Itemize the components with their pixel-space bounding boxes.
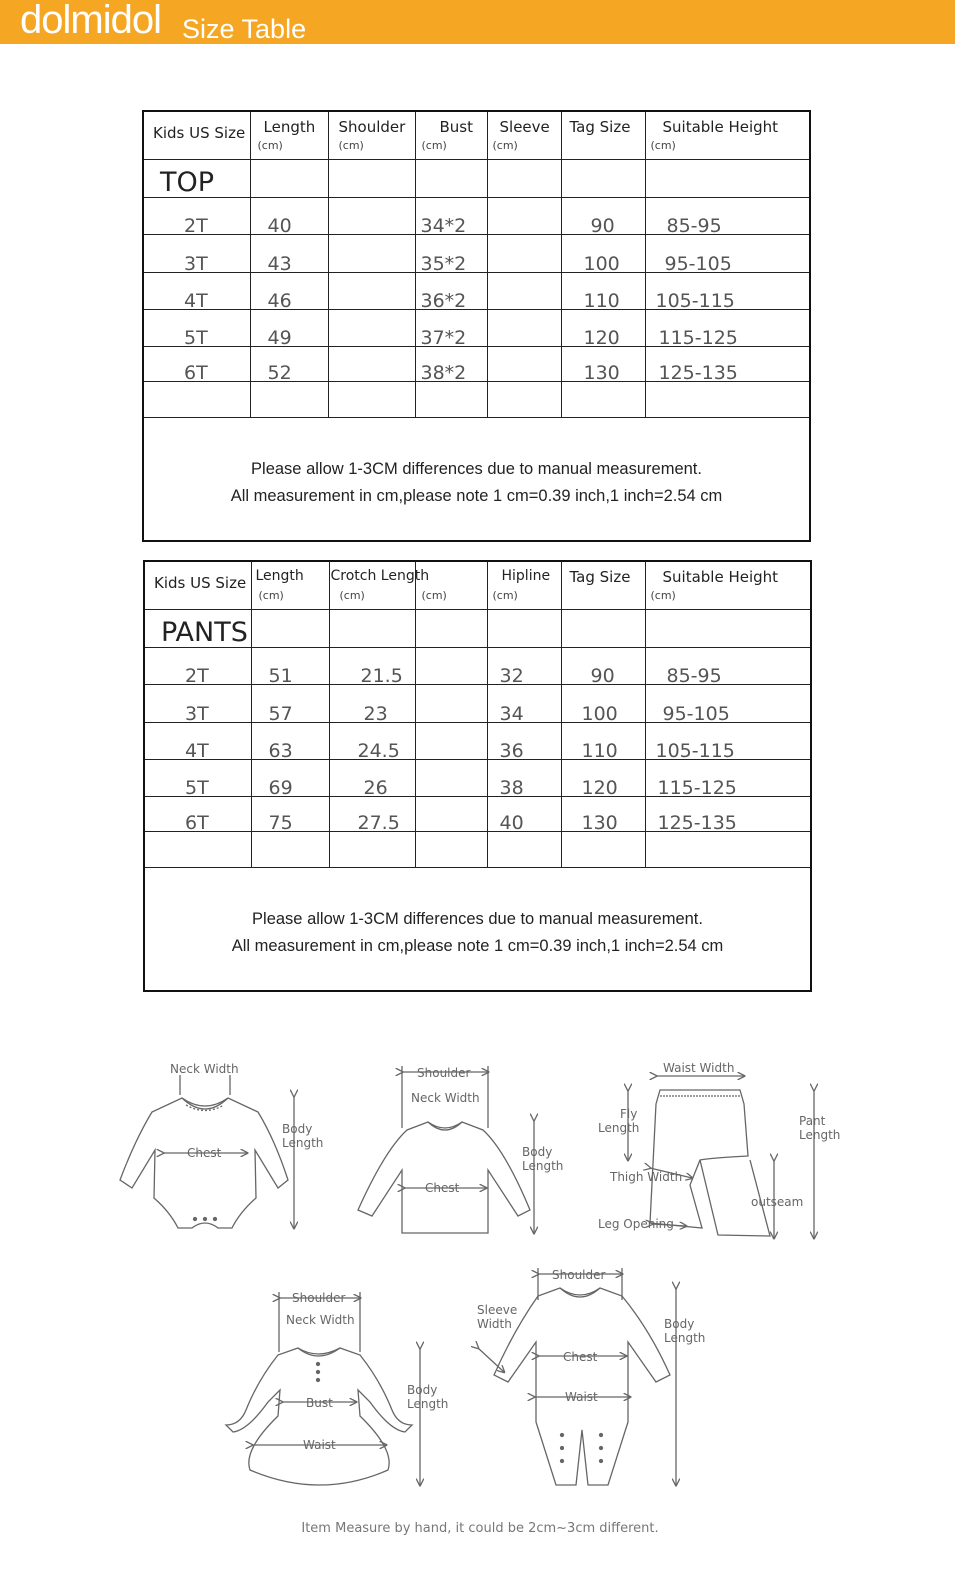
shirt-neck-label: Neck Width	[411, 1091, 480, 1105]
note-row	[144, 867, 811, 991]
empty-row	[144, 831, 811, 867]
shirt-body-label: Body	[522, 1145, 553, 1159]
bodysuit-neck-label: Neck Width	[170, 1062, 239, 1076]
pants-diagram	[628, 1076, 814, 1238]
col-header-size: Kids US Size	[144, 561, 251, 609]
romper-sleeve-label: Sleeve	[477, 1303, 518, 1317]
bodysuit-chest-label: Chest	[187, 1146, 222, 1160]
note-line-1: Please allow 1-3CM differences due to manual measurement.	[252, 909, 703, 928]
note-line-2: All measurement in cm,please note 1 cm=0.39 inch,1 inch=2.54 cm	[231, 936, 724, 955]
pants-fly-label: Fly	[620, 1107, 638, 1121]
col-header-size: Kids US Size	[143, 111, 250, 159]
table-row: 6T 52 38*2 130 125-135	[143, 346, 810, 381]
table-row: 6T 75 27.5 40 130 125-135	[144, 796, 811, 831]
table-header-row	[143, 111, 810, 159]
measurement-caption: Item Measure by hand, it could be 2cm~3cm different.	[301, 1521, 659, 1536]
section-row	[143, 159, 810, 197]
col-header-length: Length (cm)	[251, 561, 329, 609]
bodysuit-body-label: Body	[282, 1122, 313, 1136]
col-header-tag-size: Tag Size	[561, 561, 645, 609]
table-row: 4T 46 36*2 110 105-115	[143, 272, 810, 309]
table-row: 3T 57 23 34 100 95-105	[144, 684, 811, 722]
note-line-2: All measurement in cm,please note 1 cm=0.39 inch,1 inch=2.54 cm	[230, 486, 723, 505]
pants-size-table	[143, 560, 812, 992]
pants-waist-label: Waist Width	[663, 1061, 735, 1075]
shirt-shoulder-label: Shoulder	[417, 1066, 471, 1080]
table-row: 5T 69 26 38 120 115-125	[144, 759, 811, 796]
shirt-chest-label: Chest	[425, 1181, 460, 1195]
section-label: TOP	[143, 159, 250, 197]
shirt-length-label: Length	[522, 1159, 564, 1173]
bodysuit-length-label: Length	[282, 1136, 324, 1150]
note-row	[143, 417, 810, 541]
section-row	[144, 609, 811, 647]
romper-shoulder-label: Shoulder	[552, 1268, 606, 1282]
pants-thigh-label: Thigh Width	[610, 1170, 683, 1184]
table-row: 4T 63 24.5 36 110 105-115	[144, 722, 811, 759]
romper-waist-label: Waist	[565, 1390, 598, 1404]
col-header-crotch: Crotch Length (cm)	[329, 561, 415, 609]
romper-length-label: Length	[664, 1331, 706, 1345]
dress-waist-label: Waist	[303, 1438, 336, 1452]
col-header-height: Suitable Height (cm)	[645, 111, 810, 159]
pants-leg-label: Leg Opening	[598, 1217, 674, 1231]
brand-logo: dolmidol	[20, 0, 161, 42]
dress-body-label: Body	[407, 1383, 438, 1397]
col-header-blank: (cm)	[415, 561, 487, 609]
page-title: Size Table	[182, 14, 307, 44]
romper-diagram	[478, 1268, 676, 1485]
dress-bust-label: Bust	[306, 1396, 333, 1410]
pants-pant-label: Pant	[799, 1114, 826, 1128]
romper-width-label: Width	[477, 1317, 512, 1331]
col-header-hipline: Hipline (cm)	[487, 561, 561, 609]
table-header-row	[144, 561, 811, 609]
measurement-diagrams	[0, 1030, 960, 1510]
col-header-height: Suitable Height (cm)	[645, 561, 811, 609]
pants-fly-length-label: Length	[598, 1121, 640, 1135]
col-header-sleeve: Sleeve (cm)	[487, 111, 561, 159]
table-row: 5T 49 37*2 120 115-125	[143, 309, 810, 346]
header-banner	[0, 0, 955, 44]
table-row: 2T 51 21.5 32 90 85-95	[144, 647, 811, 684]
section-label: PANTS	[144, 609, 251, 647]
romper-chest-label: Chest	[563, 1350, 598, 1364]
empty-row	[143, 381, 810, 417]
dress-length-label: Length	[407, 1397, 449, 1411]
col-header-bust: Bust (cm)	[415, 111, 487, 159]
table-row: 2T 40 34*2 90 85-95	[143, 197, 810, 234]
top-size-table	[142, 110, 811, 542]
pants-pant-length-label: Length	[799, 1128, 841, 1142]
note-line-1: Please allow 1-3CM differences due to manual measurement.	[251, 459, 702, 478]
table-row: 3T 43 35*2 100 95-105	[143, 234, 810, 272]
col-header-shoulder: Shoulder (cm)	[328, 111, 415, 159]
dress-neck-label: Neck Width	[286, 1313, 355, 1327]
romper-body-label: Body	[664, 1317, 695, 1331]
col-header-length: Length (cm)	[250, 111, 328, 159]
dress-shoulder-label: Shoulder	[292, 1291, 346, 1305]
col-header-tag-size: Tag Size	[561, 111, 645, 159]
pants-outseam-label: outseam	[751, 1195, 804, 1209]
